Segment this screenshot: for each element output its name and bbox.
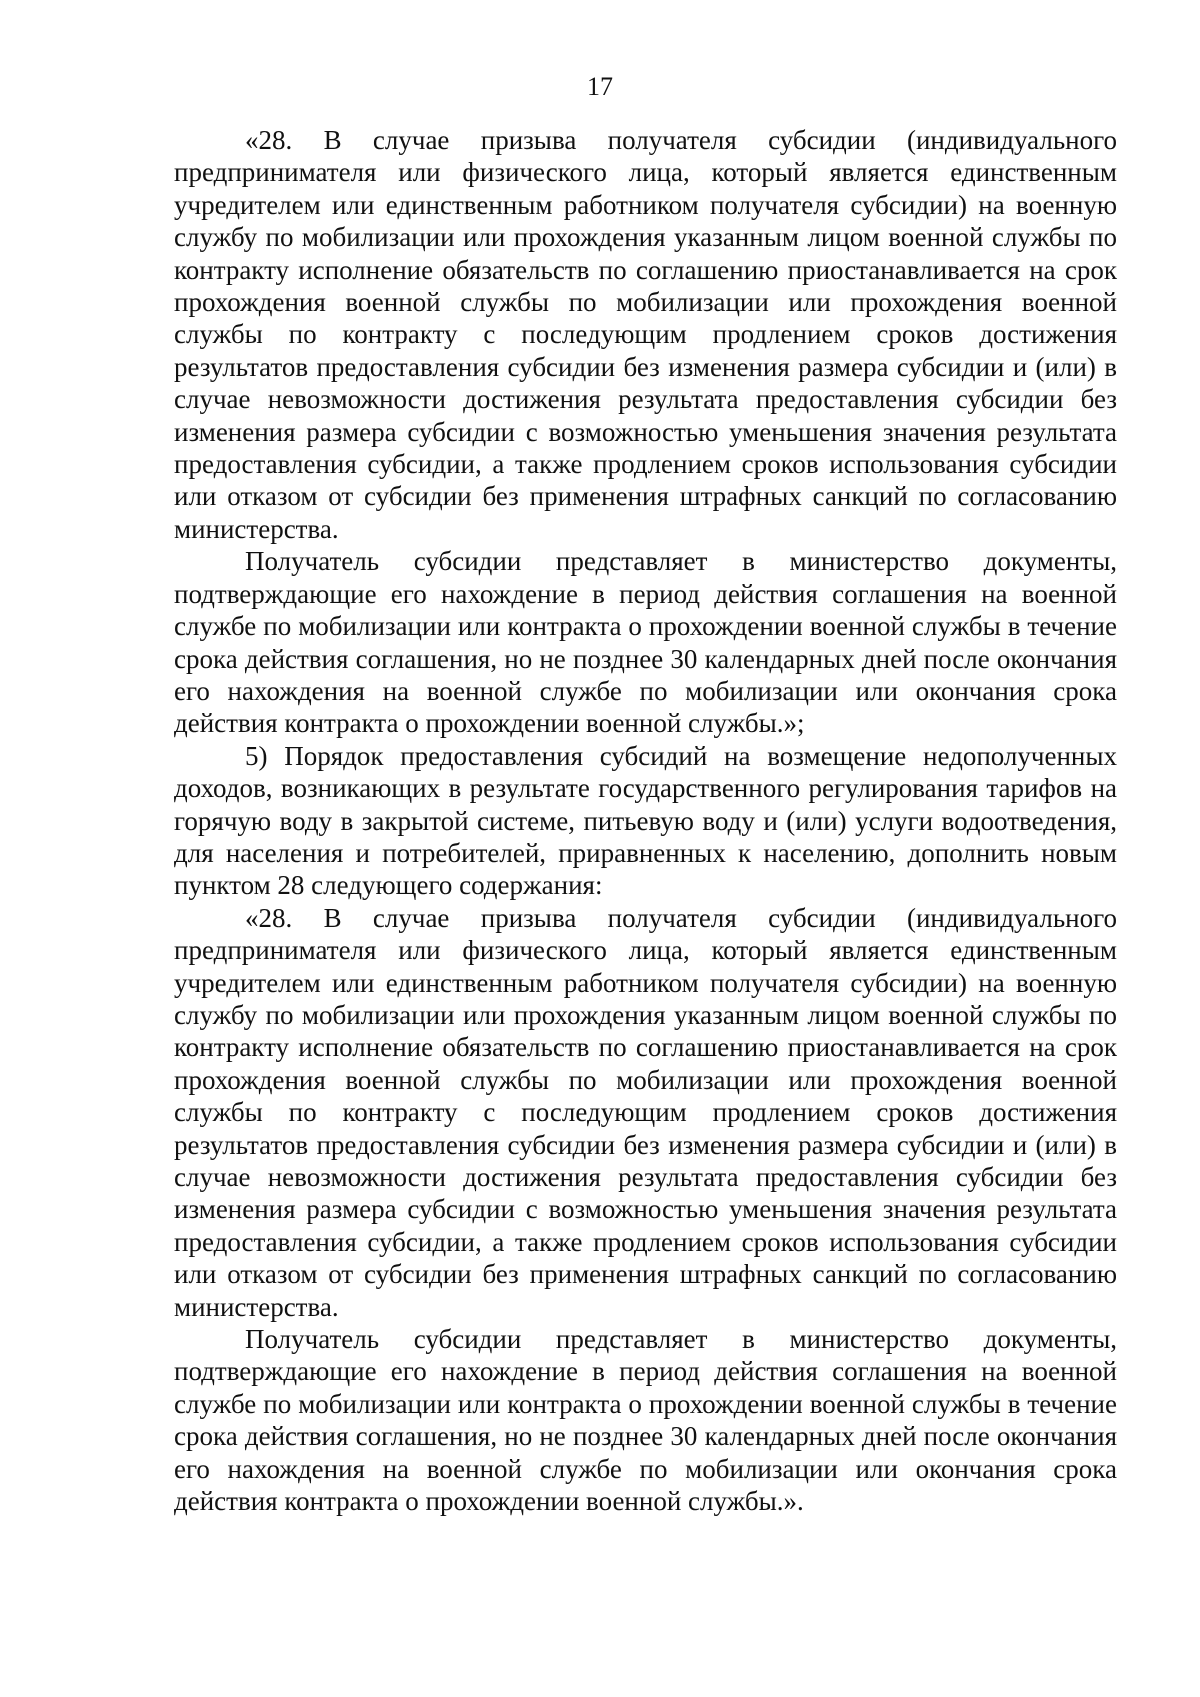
paragraph-recipient-documents-second: Получатель субсидии представляет в министерство документы, подтверждающие его нахождение в период действия соглашения на военной службе по мобилизации или контракта о прохождении военной службы в течение срока действия соглашения, но не позднее 30 календарных дней после окончания его нахождения на военной службе по мобилизации или окончания срока действия контракта о прохождении военной службы.». xyxy=(174,1324,1117,1517)
paragraph-item-28-second: «28. В случае призыва получателя субсидии (индивидуального предпринимателя или физического лица, который является единственным учредителем или единственным работником получателя субсидии) на военную службу по мобилизации или прохождения указанным лицом военной службы по контракту исполнение обязательств по соглашению приостанавливается на срок прохождения военной службы по мобилизации или прохождения военной службы по контракту с последующим продлением сроков достижения результатов предоставления субсидии без изменения размера субсидии и (или) в случае невозможности достижения результата предоставления субсидии без изменения размера субсидии с возможностью уменьшения значения результата предоставления субсидии, а также продлением сроков использования субсидии или отказом от субсидии без применения штрафных санкций по согласованию министерства. xyxy=(174,902,1117,1322)
page-number: 17 xyxy=(587,72,613,101)
paragraph-recipient-documents-first: Получатель субсидии представляет в министерство документы, подтверждающие его нахождение в период действия соглашения на военной службе по мобилизации или контракта о прохождении военной службы в течение срока действия соглашения, но не позднее 30 календарных дней после окончания его нахождения на военной службе по мобилизации или окончания срока действия контракта о прохождении военной службы.»; xyxy=(174,546,1117,739)
document-body xyxy=(174,124,1117,1517)
paragraph-amendment-5: 5) Порядок предоставления субсидий на возмещение недополученных доходов, возникающих в результате государственного регулирования тарифов на горячую воду в закрытой системе, питьевую воду и (или) услуги водоотведения, для населения и потребителей, приравненных к населению, дополнить новым пунктом 28 следующего содержания: xyxy=(174,740,1117,901)
paragraph-item-28-first: «28. В случае призыва получателя субсидии (индивидуального предпринимателя или физического лица, который является единственным учредителем или единственным работником получателя субсидии) на военную службу по мобилизации или прохождения указанным лицом военной службы по контракту исполнение обязательств по соглашению приостанавливается на срок прохождения военной службы по мобилизации или прохождения военной службы по контракту с последующим продлением сроков достижения результатов предоставления субсидии без изменения размера субсидии и (или) в случае невозможности достижения результата предоставления субсидии без изменения размера субсидии с возможностью уменьшения значения результата предоставления субсидии, а также продлением сроков использования субсидии или отказом от субсидии без применения штрафных санкций по согласованию министерства. xyxy=(174,125,1117,544)
